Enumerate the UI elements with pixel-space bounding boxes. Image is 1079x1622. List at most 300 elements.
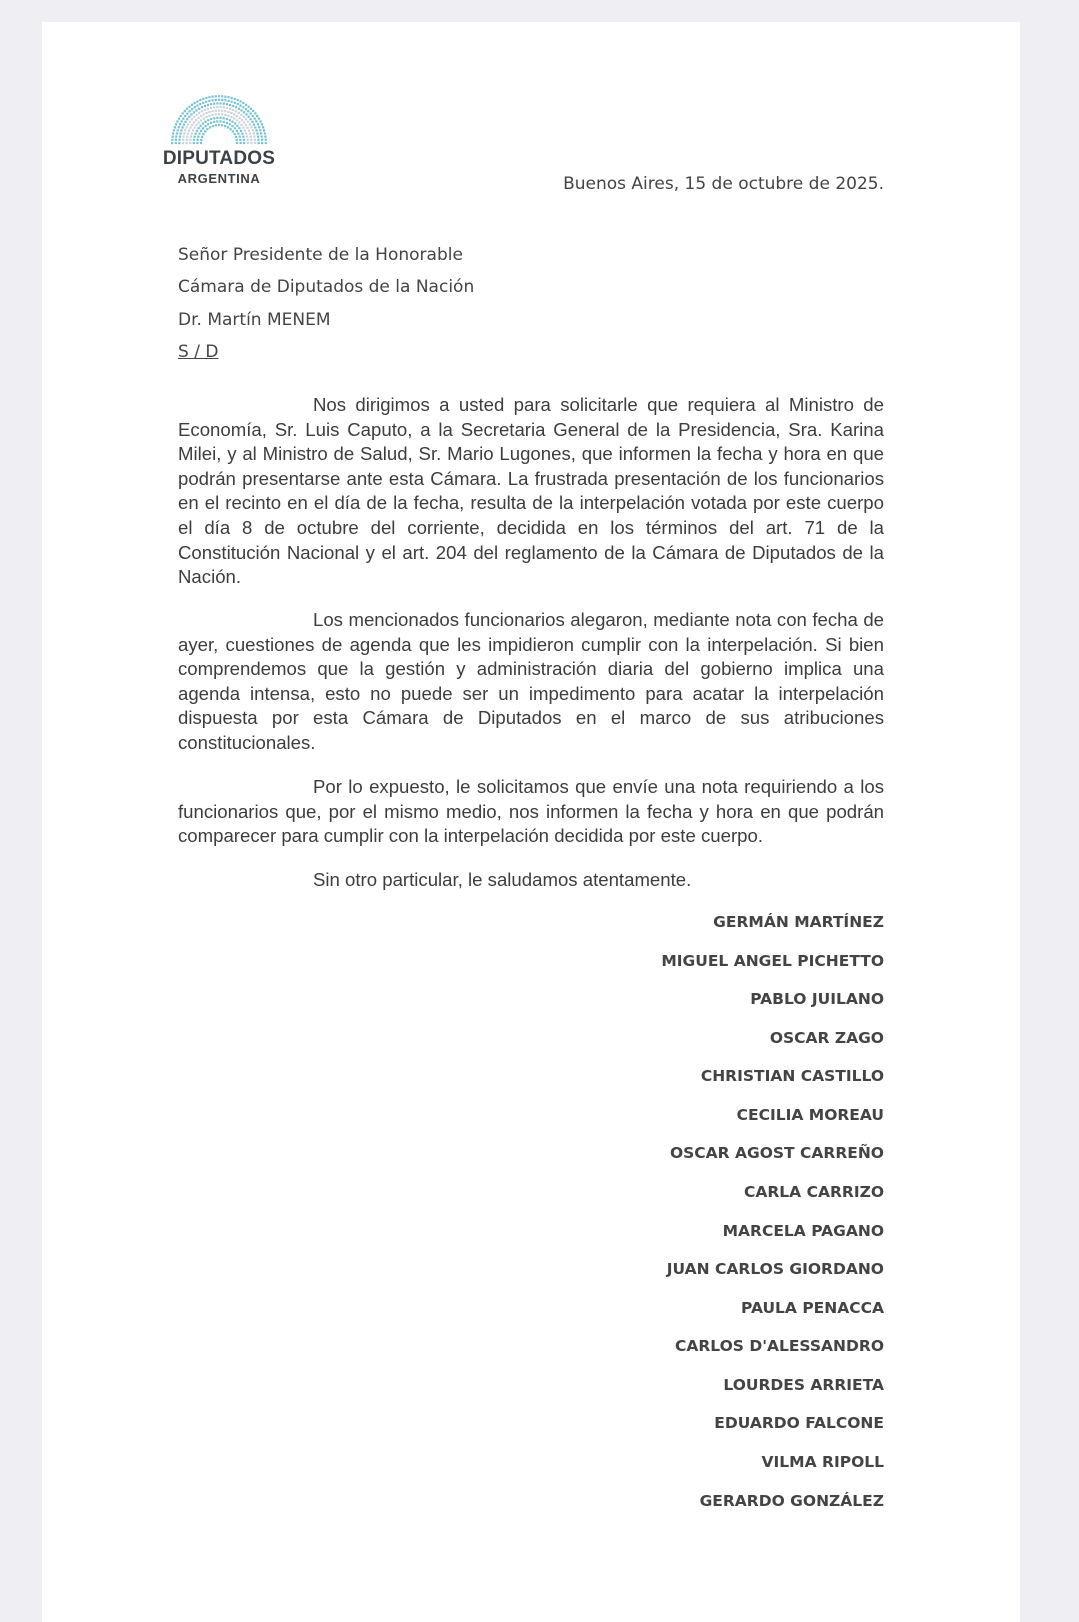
hemicycle-seat	[261, 142, 263, 144]
hemicycle-seat	[182, 118, 184, 120]
hemicycle-seat	[250, 139, 252, 141]
hemicycle-seat	[197, 139, 199, 141]
hemicycle-seat	[195, 119, 197, 121]
hemicycle-seat	[250, 118, 252, 120]
hemicycle-seat	[186, 142, 188, 144]
hemicycle-seat	[212, 125, 214, 127]
hemicycle-seat	[258, 142, 260, 144]
hemicycle-seat	[193, 111, 195, 113]
hemicycle-seat	[175, 123, 177, 125]
hemicycle-seat	[232, 109, 234, 111]
hemicycle-seat	[235, 106, 237, 108]
diputados-logo	[156, 93, 282, 189]
hemicycle-seat	[234, 127, 236, 129]
hemicycle-seat	[245, 108, 247, 110]
signatory: OSCAR ZAGO	[769, 1029, 884, 1047]
hemicycle-seat	[224, 99, 226, 101]
signatory: OSCAR AGOST CARREÑO	[669, 1144, 884, 1162]
hemicycle-seat	[179, 123, 181, 125]
hemicycle-seat	[226, 118, 228, 120]
hemicycle-seat	[200, 142, 202, 144]
hemicycle-seat	[219, 102, 221, 104]
hemicycle-seat	[247, 121, 249, 123]
hemicycle-seat	[248, 130, 250, 132]
hemicycle-seat	[179, 132, 181, 134]
hemicycle-seat	[187, 132, 189, 134]
closing-text: Sin otro particular, le saludamos atentamente.	[313, 869, 692, 890]
hemicycle-seat	[208, 111, 210, 113]
hemicycle-seat	[231, 97, 233, 99]
hemicycle-seat	[208, 100, 210, 102]
hemicycle-seat	[198, 127, 200, 129]
paragraph-1	[178, 393, 884, 590]
hemicycle-seat	[254, 142, 256, 144]
date-line: Buenos Aires, 15 de octubre de 2025.	[563, 174, 884, 194]
hemicycle-seat	[182, 112, 184, 114]
hemicycle-seat	[229, 108, 231, 110]
addressee-line-2: Cámara de Diputados de la Nación	[178, 277, 475, 297]
hemicycle-seat	[253, 135, 255, 137]
hemicycle-seat	[261, 123, 263, 125]
hemicycle-seat	[260, 132, 262, 134]
signatory: PABLO JUILANO	[750, 990, 884, 1008]
hemicycle-seat	[218, 110, 220, 112]
hemicycle-seat	[172, 136, 174, 138]
hemicycle-seat	[200, 119, 202, 121]
hemicycle-seat	[204, 109, 206, 111]
hemicycle-seat	[233, 133, 235, 135]
hemicycle-seat	[186, 136, 188, 138]
hemicycle-seat	[263, 129, 265, 131]
hemicycle-seat	[252, 129, 254, 131]
hemicycle-seat	[178, 142, 180, 144]
hemicycle-seat	[206, 128, 208, 130]
hemicycle-seat	[215, 99, 217, 101]
hemicycle-seat	[257, 123, 259, 125]
hemicycle-seat	[196, 142, 198, 144]
hemicycle-seat	[190, 135, 192, 137]
hemicycle-seat	[242, 136, 244, 138]
hemicycle-seat	[254, 139, 256, 141]
hemicycle-seat	[240, 130, 242, 132]
hemicycle-seat	[193, 139, 195, 141]
hemicycle-seat	[230, 112, 232, 114]
hemicycle-seat	[238, 122, 240, 124]
hemicycle-seat	[243, 121, 245, 123]
hemicycle-seat	[215, 113, 217, 115]
hemicycle-seat	[213, 121, 215, 123]
hemicycle-seat	[200, 115, 202, 117]
hemicycle-seat	[243, 116, 245, 118]
hemicycle-seat	[261, 135, 263, 137]
hemicycle-seat	[218, 99, 220, 101]
hemicycle-seat	[221, 124, 223, 126]
hemicycle-seat	[191, 124, 193, 126]
hemicycle-seat	[196, 130, 198, 132]
hemicycle-seat	[234, 122, 236, 124]
hemicycle-icon	[170, 93, 268, 145]
hemicycle-seat	[178, 139, 180, 141]
hemicycle-seat	[209, 126, 211, 128]
signatory: CARLA CARRIZO	[744, 1183, 884, 1201]
hemicycle-seat	[194, 102, 196, 104]
hemicycle-seat	[193, 142, 195, 144]
hemicycle-seat	[240, 124, 242, 126]
hemicycle-seat	[265, 142, 267, 144]
hemicycle-seat	[253, 132, 255, 134]
hemicycle-seat	[255, 129, 257, 131]
hemicycle-seat	[185, 126, 187, 128]
hemicycle-seat	[242, 102, 244, 104]
hemicycle-seat	[179, 136, 181, 138]
hemicycle-seat	[245, 132, 247, 134]
hemicycle-seat	[259, 120, 261, 122]
hemicycle-seat	[195, 114, 197, 116]
hemicycle-seat	[184, 110, 186, 112]
hemicycle-seat	[216, 102, 218, 104]
signatory: PAULA PENACCA	[741, 1299, 884, 1317]
hemicycle-seat	[236, 125, 238, 127]
hemicycle-seat	[231, 125, 233, 127]
hemicycle-seat	[188, 116, 190, 118]
hemicycle-seat	[245, 124, 247, 126]
hemicycle-seat	[195, 109, 197, 111]
paragraph-3	[178, 775, 884, 849]
hemicycle-seat	[180, 115, 182, 117]
hemicycle-seat	[245, 104, 247, 106]
hemicycle-seat	[198, 122, 200, 124]
hemicycle-seat	[256, 132, 258, 134]
hemicycle-seat	[220, 106, 222, 108]
hemicycle-seat	[203, 113, 205, 115]
hemicycle-seat	[216, 106, 218, 108]
hemicycle-seat	[237, 133, 239, 135]
hemicycle-seat	[236, 142, 238, 144]
hemicycle-seat	[226, 107, 228, 109]
addressee-line-1: Señor Presidente de la Honorable	[178, 245, 463, 265]
signatory: LOURDES ARRIETA	[723, 1376, 884, 1394]
hemicycle-seat	[215, 95, 217, 97]
hemicycle-seat	[182, 142, 184, 144]
hemicycle-seat	[188, 106, 190, 108]
hemicycle-seat	[231, 101, 233, 103]
hemicycle-seat	[172, 132, 174, 134]
hemicycle-seat	[182, 135, 184, 137]
hemicycle-seat	[171, 139, 173, 141]
hemicycle-seat	[191, 118, 193, 120]
hemicycle-seat	[206, 112, 208, 114]
hemicycle-seat	[250, 108, 252, 110]
hemicycle-seat	[248, 116, 250, 118]
hemicycle-seat	[192, 129, 194, 131]
hemicycle-seat	[198, 112, 200, 114]
hemicycle-seat	[238, 127, 240, 129]
paragraph-2	[178, 608, 884, 756]
hemicycle-seat	[200, 139, 202, 141]
addressee-sd: S / D	[178, 342, 219, 362]
hemicycle-seat	[250, 142, 252, 144]
hemicycle-seat	[257, 136, 259, 138]
hemicycle-seat	[186, 113, 188, 115]
hemicycle-seat	[218, 95, 220, 97]
hemicycle-seat	[229, 119, 231, 121]
hemicycle-seat	[191, 104, 193, 106]
hemicycle-seat	[186, 118, 188, 120]
hemicycle-seat	[207, 108, 209, 110]
hemicycle-seat	[247, 142, 249, 144]
hemicycle-seat	[254, 112, 256, 114]
hemicycle-seat	[191, 108, 193, 110]
signatory: MIGUEL ANGEL PICHETTO	[661, 952, 884, 970]
hemicycle-seat	[196, 100, 198, 102]
hemicycle-seat	[223, 117, 225, 119]
hemicycle-seat	[228, 100, 230, 102]
hemicycle-seat	[177, 129, 179, 131]
hemicycle-seat	[194, 127, 196, 129]
logo-title: DIPUTADOS	[162, 148, 276, 169]
hemicycle-seat	[238, 117, 240, 119]
hemicycle-seat	[235, 136, 237, 138]
hemicycle-seat	[249, 132, 251, 134]
hemicycle-seat	[226, 103, 228, 105]
hemicycle-seat	[205, 101, 207, 103]
hemicycle-seat	[189, 127, 191, 129]
hemicycle-seat	[199, 99, 201, 101]
hemicycle-seat	[205, 97, 207, 99]
hemicycle-seat	[210, 122, 212, 124]
hemicycle-seat	[243, 139, 245, 141]
hemicycle-seat	[247, 139, 249, 141]
hemicycle-seat	[235, 110, 237, 112]
hemicycle-seat	[204, 125, 206, 127]
hemicycle-seat	[232, 130, 234, 132]
hemicycle-seat	[229, 128, 231, 130]
hemicycle-seat	[195, 124, 197, 126]
hemicycle-seat	[184, 115, 186, 117]
hemicycle-seat	[259, 129, 261, 131]
hemicycle-seat	[238, 108, 240, 110]
hemicycle-seat	[212, 96, 214, 98]
hemicycle-seat	[261, 139, 263, 141]
hemicycle-seat	[233, 113, 235, 115]
hemicycle-seat	[236, 115, 238, 117]
hemicycle-seat	[231, 121, 233, 123]
signatory: CHRISTIAN CASTILLO	[700, 1067, 884, 1085]
hemicycle-seat	[243, 142, 245, 144]
hemicycle-seat	[211, 99, 213, 101]
hemicycle-seat	[240, 142, 242, 144]
hemicycle-seat	[208, 115, 210, 117]
hemicycle-seat	[175, 135, 177, 137]
hemicycle-seat	[223, 121, 225, 123]
hemicycle-seat	[227, 111, 229, 113]
hemicycle-seat	[223, 106, 225, 108]
hemicycle-seat	[200, 130, 202, 132]
hemicycle-seat	[201, 136, 203, 138]
hemicycle-seat	[204, 105, 206, 107]
signatory: GERMÁN MARTÍNEZ	[713, 913, 884, 931]
hemicycle-seat	[254, 126, 256, 128]
hemicycle-seat	[223, 103, 225, 105]
addressee-line-3: Dr. Martín MENEM	[178, 310, 331, 330]
hemicycle-seat	[176, 132, 178, 134]
hemicycle-seat	[182, 139, 184, 141]
hemicycle-seat	[184, 129, 186, 131]
logo-subtitle: ARGENTINA	[177, 171, 261, 186]
paragraph-1-text: Nos dirigimos a usted para solicitarle que requiera al Ministro de Economía, Sr. Luis Caputo, a la Secretaria General de la Presidencia, Sra. Karina Milei, y al Ministro de Salud, Sr. Mario Lugones, que informen la fecha y hora en que podrán presentarse ante esta Cámara. La frustrada presentación de los funcionarios en el recinto en el día de la fecha, resulta de la interpelación votada por este cuerpo el día 8 de octubre del corriente, decidida en los términos del art. 71 de la Constitución Nacional y el art. 204 del reglamento de la Cámara de Diputados de la Nación.	[178, 394, 884, 588]
paragraph-2-text: Los mencionados funcionarios alegaron, mediante nota con fecha de ayer, cuestiones de agenda que les impidieron cumplir con la interpelación. Si bien comprendemos que la gestión y administración diaria del gobierno implica una agenda intensa, esto no puede ser un impedimento para acatar la interpelación dispuesta por esta Cámara de Diputados en el marco de sus atribuciones constitucionales.	[178, 609, 884, 753]
hemicycle-seat	[215, 110, 217, 112]
hemicycle-seat	[218, 113, 220, 115]
hemicycle-seat	[189, 110, 191, 112]
hemicycle-seat	[239, 139, 241, 141]
hemicycle-seat	[239, 136, 241, 138]
hemicycle-seat	[224, 114, 226, 116]
hemicycle-seat	[189, 142, 191, 144]
hemicycle-seat	[186, 139, 188, 141]
hemicycle-seat	[180, 120, 182, 122]
hemicycle-seat	[213, 106, 215, 108]
hemicycle-seat	[251, 121, 253, 123]
hemicycle-seat	[224, 110, 226, 112]
hemicycle-seat	[229, 104, 231, 106]
hemicycle-seat	[174, 126, 176, 128]
hemicycle-seat	[249, 123, 251, 125]
hemicycle-seat	[186, 108, 188, 110]
hemicycle-seat	[227, 96, 229, 98]
hemicycle-seat	[245, 113, 247, 115]
hemicycle-seat	[236, 139, 238, 141]
hemicycle-seat	[178, 118, 180, 120]
hemicycle-seat	[224, 125, 226, 127]
hemicycle-seat	[253, 124, 255, 126]
hemicycle-seat	[221, 95, 223, 97]
hemicycle-seat	[193, 136, 195, 138]
hemicycle-seat	[180, 129, 182, 131]
hemicycle-seat	[213, 103, 215, 105]
hemicycle-seat	[234, 98, 236, 100]
hemicycle-seat	[175, 139, 177, 141]
signatory: JUAN CARLOS GIORDANO	[666, 1260, 884, 1278]
hemicycle-seat	[258, 118, 260, 120]
signatory: CECILIA MOREAU	[736, 1106, 884, 1124]
hemicycle-seat	[264, 136, 266, 138]
hemicycle-seat	[198, 108, 200, 110]
hemicycle-seat	[184, 121, 186, 123]
hemicycle-seat	[196, 104, 198, 106]
hemicycle-seat	[243, 111, 245, 113]
hemicycle-seat	[237, 99, 239, 101]
hemicycle-seat	[227, 126, 229, 128]
hemicycle-seat	[210, 103, 212, 105]
hemicycle-seat	[212, 110, 214, 112]
hemicycle-seat	[220, 120, 222, 122]
hemicycle-seat	[197, 136, 199, 138]
hemicycle-seat	[199, 103, 201, 105]
hemicycle-seat	[230, 116, 232, 118]
hemicycle-seat	[194, 106, 196, 108]
signatory: VILMA RIPOLL	[761, 1453, 884, 1471]
hemicycle-seat	[210, 107, 212, 109]
hemicycle-seat	[213, 117, 215, 119]
hemicycle-seat	[188, 130, 190, 132]
hemicycle-seat	[202, 127, 204, 129]
hemicycle-seat	[200, 125, 202, 127]
hemicycle-seat	[187, 123, 189, 125]
signatory: CARLOS D'ALESSANDRO	[674, 1337, 884, 1355]
hemicycle-seat	[245, 118, 247, 120]
hemicycle-seat	[202, 133, 204, 135]
hemicycle-seat	[240, 114, 242, 116]
paragraph-3-text: Por lo expuesto, le solicitamos que envíe una nota requiriendo a los funcionarios que, por el mismo medio, nos informen la fecha y hora en que podrán comparecer para cumplir con la interpelación decidida por este cuerpo.	[178, 776, 884, 847]
hemicycle-seat	[203, 118, 205, 120]
hemicycle-seat	[207, 119, 209, 121]
hemicycle-seat	[176, 120, 178, 122]
hemicycle-seat	[198, 133, 200, 135]
hemicycle-seat	[250, 136, 252, 138]
hemicycle-seat	[211, 114, 213, 116]
hemicycle-seat	[207, 123, 209, 125]
hemicycle-seat	[205, 116, 207, 118]
hemicycle-seat	[252, 110, 254, 112]
hemicycle-seat	[258, 126, 260, 128]
hemicycle-seat	[237, 103, 239, 105]
hemicycle-seat	[241, 133, 243, 135]
hemicycle-seat	[216, 120, 218, 122]
hemicycle-seat	[265, 139, 267, 141]
hemicycle-seat	[189, 139, 191, 141]
hemicycle-seat	[173, 129, 175, 131]
hemicycle-seat	[262, 126, 264, 128]
hemicycle-seat	[250, 126, 252, 128]
hemicycle-seat	[232, 105, 234, 107]
hemicycle-seat	[246, 127, 248, 129]
hemicycle-seat	[194, 133, 196, 135]
hemicycle-seat	[201, 106, 203, 108]
hemicycle-seat	[216, 117, 218, 119]
hemicycle-seat	[244, 129, 246, 131]
hemicycle-seat	[236, 119, 238, 121]
hemicycle-seat	[191, 132, 193, 134]
hemicycle-seat	[210, 118, 212, 120]
signatory: EDUARDO FALCONE	[714, 1414, 884, 1432]
hemicycle-seat	[178, 126, 180, 128]
hemicycle-seat	[240, 109, 242, 111]
hemicycle-seat	[189, 121, 191, 123]
hemicycle-seat	[224, 96, 226, 98]
signatory: MARCELA PAGANO	[722, 1222, 884, 1240]
hemicycle-seat	[218, 124, 220, 126]
hemicycle-seat	[255, 120, 257, 122]
hemicycle-seat	[236, 130, 238, 132]
hemicycle-seat	[242, 106, 244, 108]
hemicycle-seat	[250, 113, 252, 115]
hemicycle-seat	[183, 124, 185, 126]
hemicycle-seat	[183, 132, 185, 134]
hemicycle-seat	[197, 117, 199, 119]
hemicycle-seat	[207, 104, 209, 106]
hemicycle-seat	[246, 135, 248, 137]
signatory: GERARDO GONZÁLEZ	[699, 1492, 884, 1510]
hemicycle-seat	[257, 139, 259, 141]
hemicycle-seat	[202, 102, 204, 104]
hemicycle-seat	[204, 130, 206, 132]
hemicycle-seat	[254, 118, 256, 120]
hemicycle-seat	[208, 96, 210, 98]
hemicycle-seat	[229, 123, 231, 125]
closing-line	[178, 868, 884, 893]
hemicycle-seat	[234, 102, 236, 104]
